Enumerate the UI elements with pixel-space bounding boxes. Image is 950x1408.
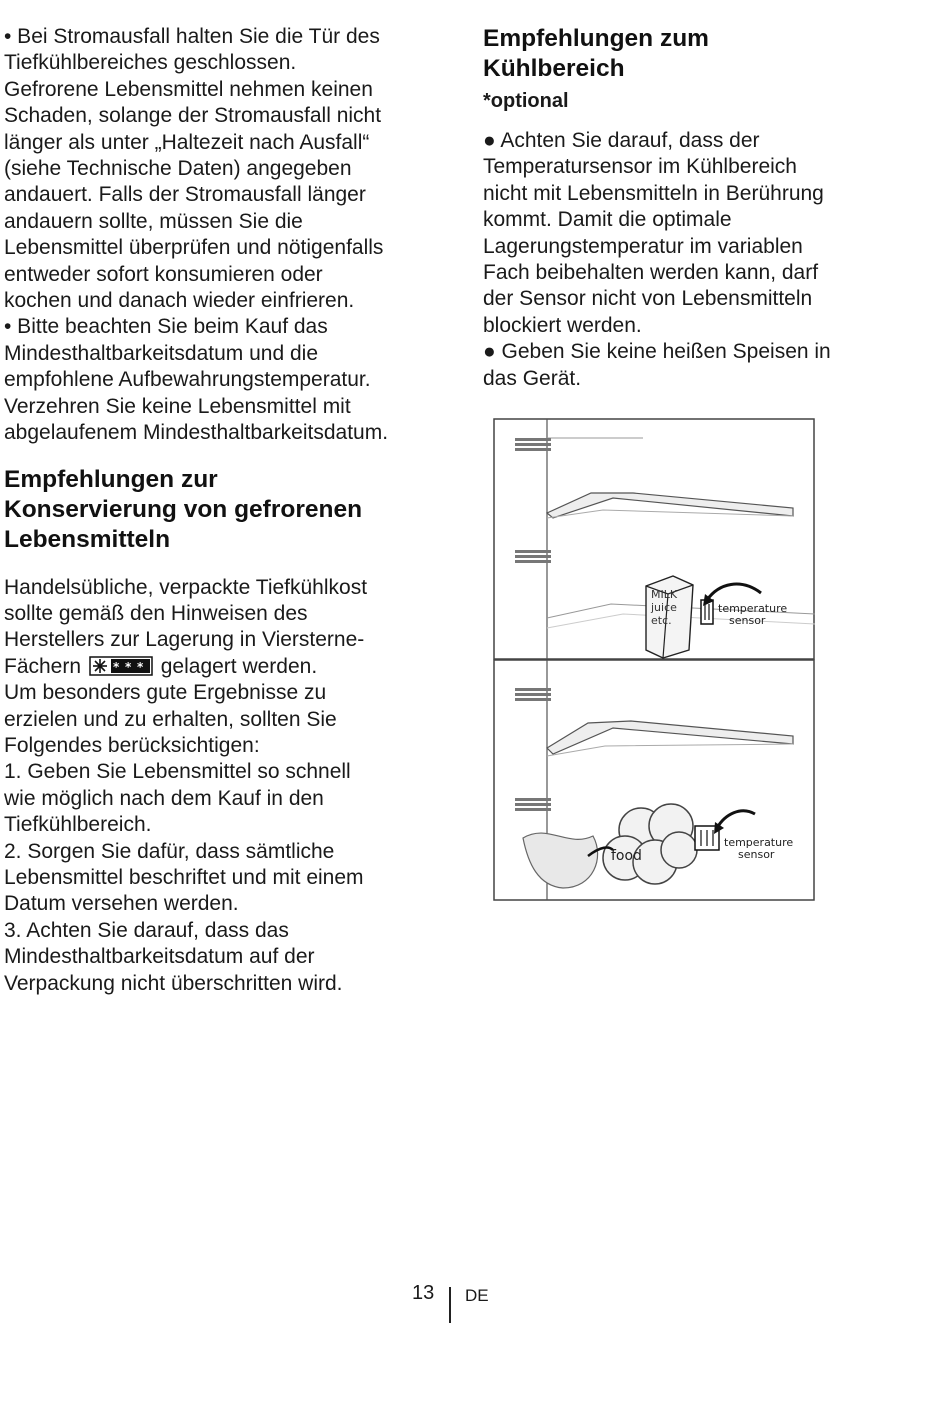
upper-compartment — [494, 419, 815, 659]
footer-divider — [449, 1287, 451, 1323]
page-number: 13 — [412, 1282, 435, 1304]
fridge-heading: Empfehlungen zum Kühlbereich — [483, 25, 709, 82]
frozen-storage-text-rest: Um besonders gute Ergebnisse zu erzielen und zu erhalten, sollten Sie Folgendes berücksichtigen: 1. Geben Sie Lebensmittel so schnell wie möglich nach dem Kauf in den Tiefkühlbereich. 2. Sorgen Sie dafür, dass sämtliche Lebensmittel beschriftet und mit einem Datum versehen werden. 3. Achten Sie darauf, dass das Mindesthaltbarkeitsdatum auf der Verpackung nicht überschritten wird. — [4, 681, 364, 995]
food-label: food — [611, 848, 642, 864]
sensor-label-top-2: sensor — [729, 614, 766, 627]
language-code: DE — [465, 1286, 489, 1305]
page-footer — [0, 1282, 950, 1322]
milk-label: MILK — [651, 588, 678, 601]
sensor-label-bottom-1: temperature — [724, 836, 794, 849]
etc-label: etc. — [651, 614, 672, 627]
lower-compartment — [494, 660, 814, 900]
optional-note: *optional — [483, 90, 569, 112]
svg-text:*: * — [124, 659, 132, 674]
faechern-line — [4, 654, 444, 680]
fridge-paragraph: ● Achten Sie darauf, dass der Temperatursensor im Kühlbereich nicht mit Lebensmitteln in Berührung kommt. Damit die optimale Lagerungstemperatur im variablen Fach beibehalten werden kann, darf der Sensor nicht von Lebensmitteln blockiert werden. ● Geben Sie keine heißen Speisen in das Gerät. — [483, 129, 831, 390]
faechern-word: Fächern — [4, 654, 82, 678]
frozen-storage-text-start: Handelsübliche, verpackte Tiefkühlkost sollte gemäß den Hinweisen des Herstellers zur Lagerung in Viersterne- — [4, 575, 368, 652]
power-outage-paragraph: • Bei Stromausfall halten Sie die Tür des Tiefkühlbereiches geschlossen. Gefrorene Lebensmittel nehmen keinen Schaden, solange der Stromausfall nicht länger als unter „Haltezeit nach Ausfall“ (siehe Technische Daten) angegeben andauert. Falls der Stromausfall länger andauern sollte, müssen Sie die Lebensmittel überprüfen und nötigenfalls entweder sofort konsumieren oder kochen und danach wieder einfrieren. • Bitte beachten Sie beim Kauf das Mindesthaltbarkeitsdatum und die empfohlene Aufbewahrungstemperatur. Verzehren Sie keine Lebensmittel mit abgelaufenem Mindesthaltbarkeitsdatum. — [4, 25, 389, 445]
right-column — [483, 24, 923, 392]
svg-text:*: * — [136, 659, 144, 674]
sensor-label-bottom-2: sensor — [738, 848, 775, 861]
sensor-label-top-1: temperature — [718, 602, 788, 615]
four-star-freezer-icon — [89, 656, 153, 676]
frozen-food-heading: Empfehlungen zur Konservierung von gefrorenen Lebensmitteln — [4, 465, 363, 553]
frozen-storage-paragraph — [4, 575, 444, 998]
juice-label: juice — [651, 601, 677, 614]
fridge-sensor-illustration — [493, 418, 815, 902]
left-column — [4, 24, 444, 997]
svg-text:*: * — [112, 659, 120, 674]
gelagert-words: gelagert werden. — [160, 654, 318, 678]
